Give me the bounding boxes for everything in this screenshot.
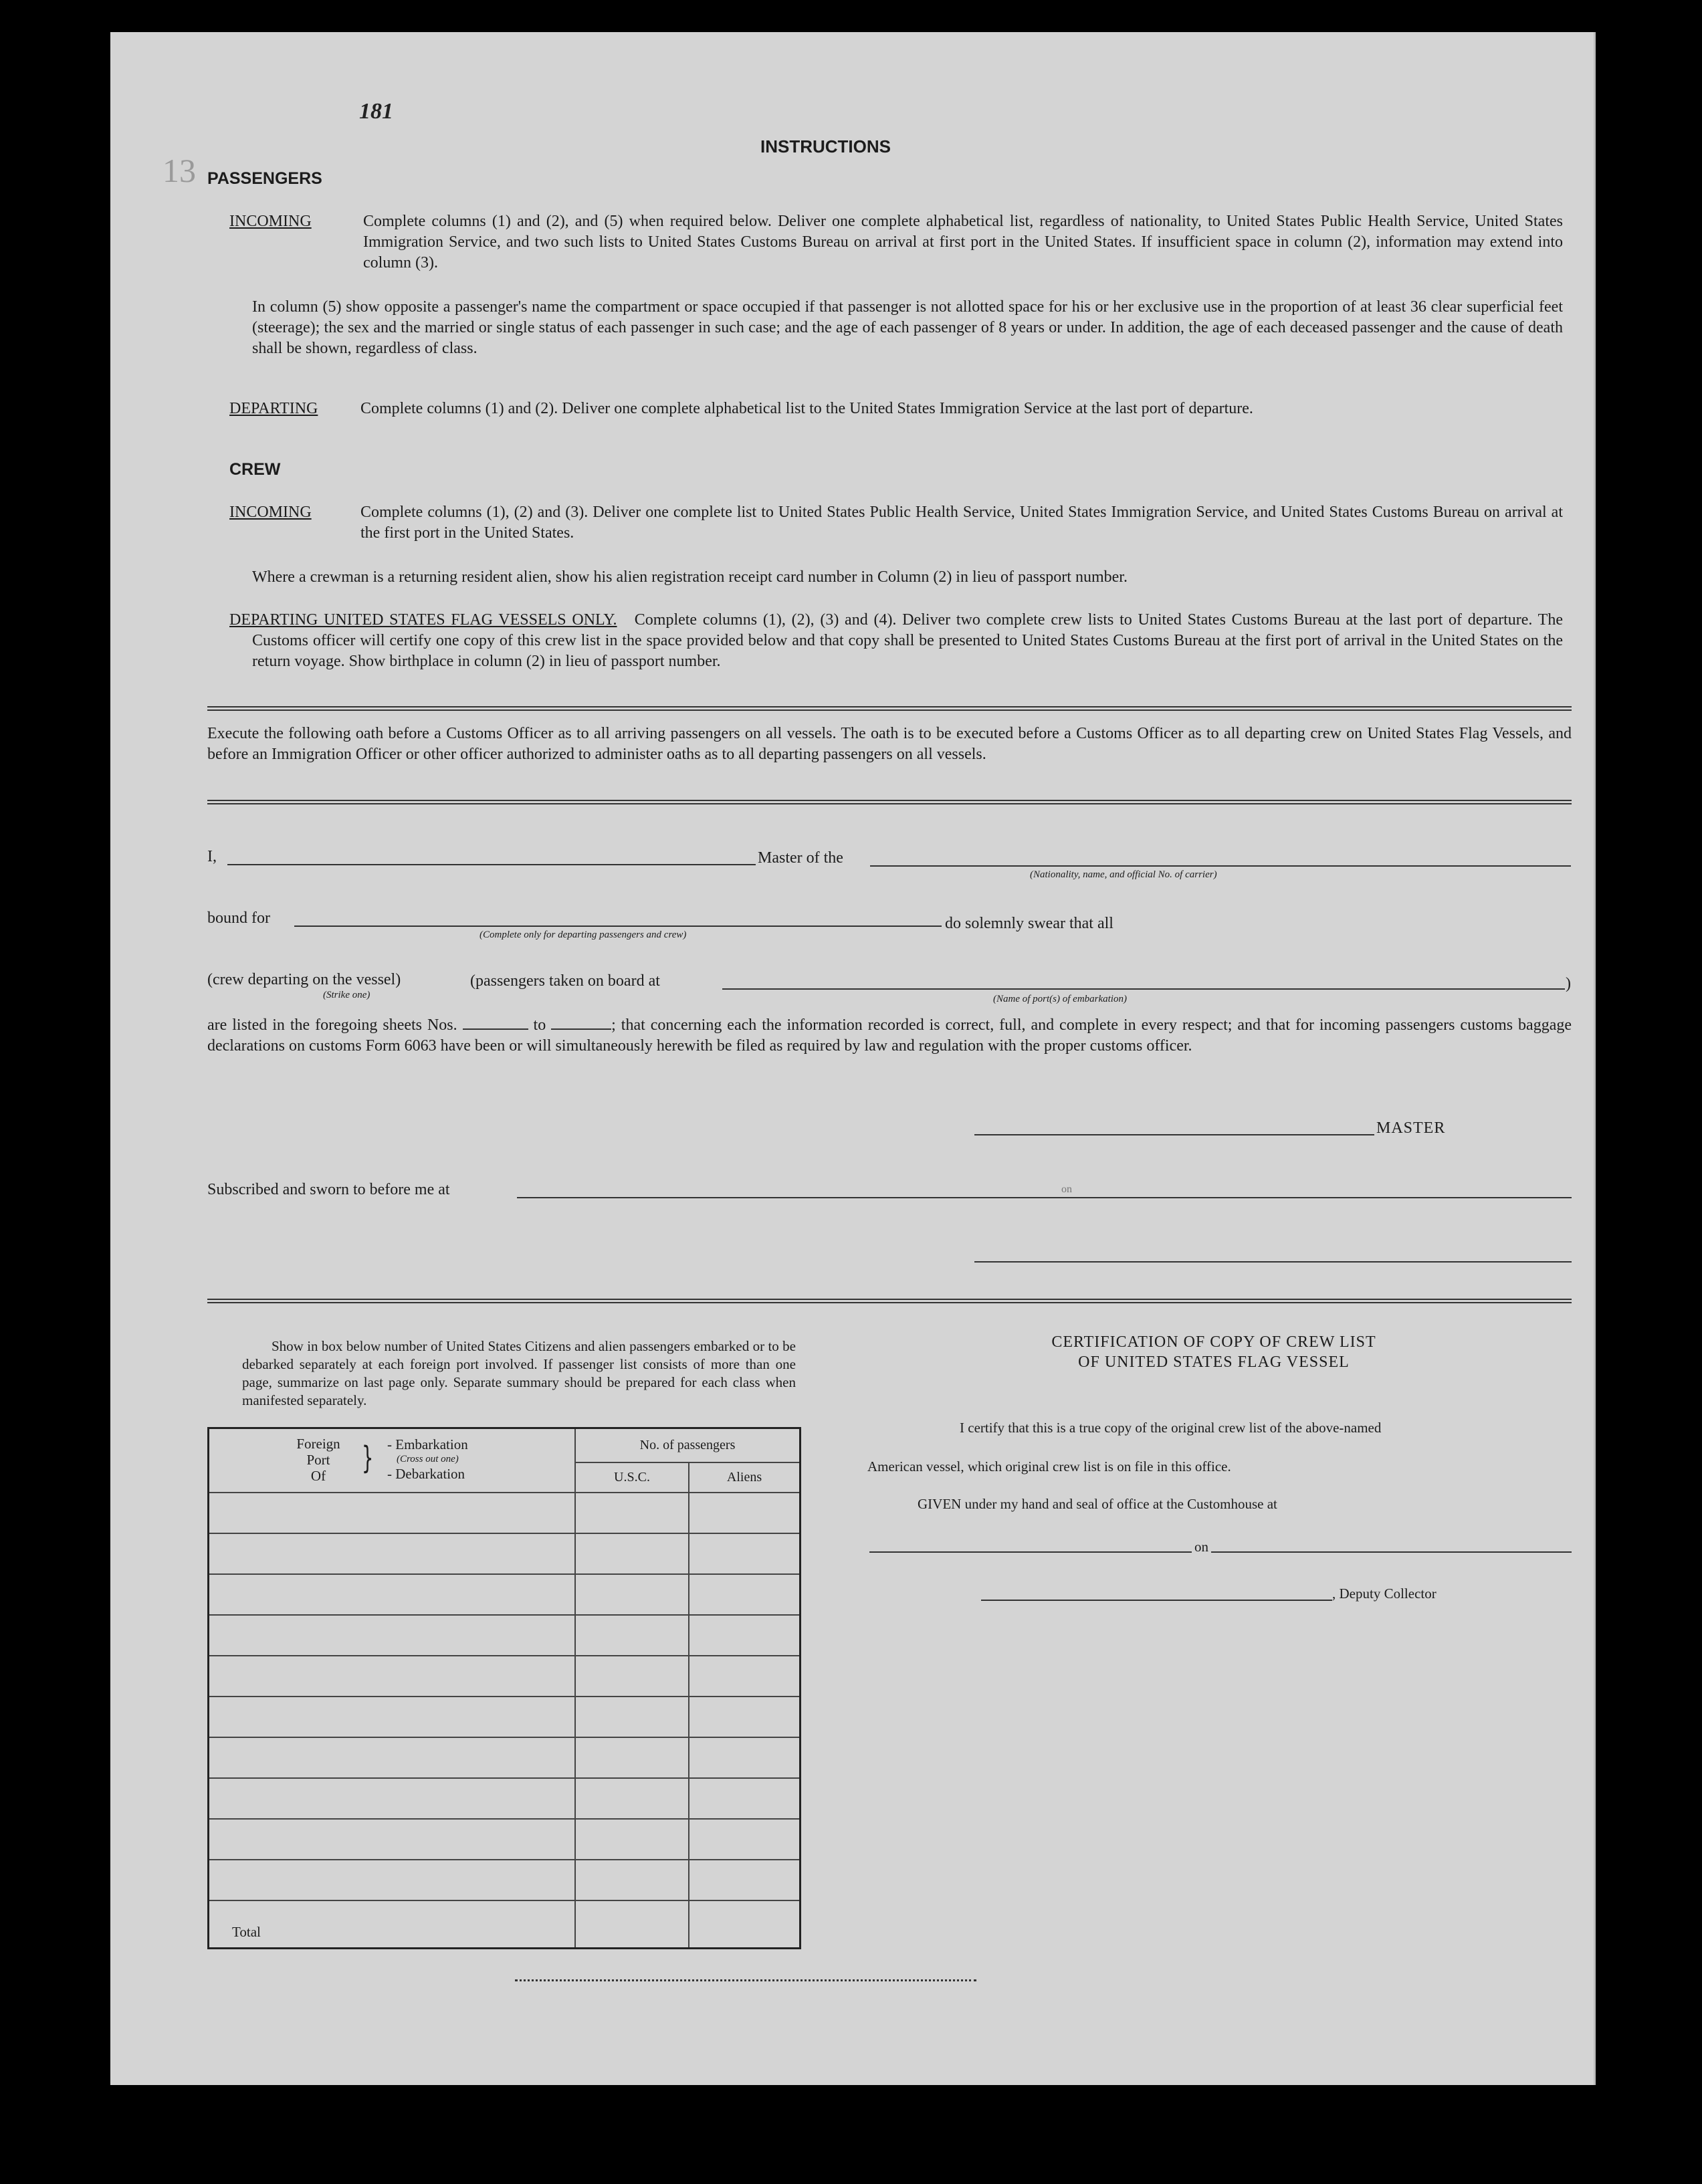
port-cell[interactable] <box>209 1778 576 1819</box>
usc-cell[interactable] <box>575 1574 689 1615</box>
usc-cell[interactable] <box>575 1493 689 1533</box>
document-page <box>110 32 1596 2085</box>
aliens-cell[interactable] <box>689 1819 801 1860</box>
section-divider <box>207 706 1572 711</box>
port-cell[interactable] <box>209 1656 576 1697</box>
foreign-port-header <box>209 1428 576 1493</box>
oath-statement <box>207 1015 1572 1057</box>
usc-cell[interactable] <box>575 1656 689 1697</box>
aliens-cell[interactable] <box>689 1860 801 1900</box>
close-paren: ) <box>1566 975 1571 992</box>
bound-for-line[interactable] <box>294 925 942 927</box>
usc-cell[interactable] <box>575 1778 689 1819</box>
certification-given: GIVEN under my hand and seal of office at the Customhouse at <box>918 1496 1277 1512</box>
of-label: Of <box>310 1468 326 1484</box>
crew-departing-text: Complete columns (1), (2), (3) and (4). Deliver two complete crew lists to United States Customs Bureau at the last port of departure. The Customs officer will certify one copy of this crew list in the space provided below and that copy shall be presented to United States Customs Bureau at the first port of arrival in the United States on the return voyage. Show birthplace in column (2) in lieu of passport number. <box>252 611 1563 670</box>
embarkation-option[interactable]: - Embarkation <box>387 1436 468 1452</box>
subscribed-label: Subscribed and sworn to before me at <box>207 1181 450 1198</box>
passengers-taken-option[interactable]: (passengers taken on board at <box>470 972 660 990</box>
page-title: INSTRUCTIONS <box>760 136 891 156</box>
aliens-cell[interactable] <box>689 1533 801 1574</box>
oath-i-label: I, <box>207 848 217 865</box>
aliens-cell[interactable] <box>689 1574 801 1615</box>
passengers-incoming-paragraph <box>229 211 1563 274</box>
summary-instructions: Show in box below number of United States Citizens and alien passengers embarked or to be debarked separately at each foreign port involved. If passenger list consists of more than one page, summarize on last page only. Separate summary should be prepared for each class when manifested separately. <box>242 1338 796 1408</box>
crew-resident-paragraph: Where a crewman is a returning resident alien, show his alien registration receipt card number in Column (2) in lieu of passport number. <box>252 568 1128 586</box>
foreign-label: Foreign <box>296 1436 340 1452</box>
crew-incoming-label: INCOMING <box>229 504 312 521</box>
customhouse-line[interactable] <box>869 1551 1572 1553</box>
certification-text-2: American vessel, which original crew list is on file in this office. <box>867 1458 1231 1475</box>
port-cell[interactable] <box>209 1574 576 1615</box>
crew-departing-paragraph <box>229 610 1563 672</box>
certification-title-line1: CERTIFICATION OF COPY OF CREW LIST <box>1051 1333 1376 1351</box>
master-signature-line[interactable] <box>974 1134 1374 1135</box>
master-name-line[interactable] <box>227 864 756 865</box>
carrier-line[interactable] <box>870 865 1571 867</box>
passengers-departing-label: DEPARTING <box>229 400 318 417</box>
passengers-heading: PASSENGERS <box>207 169 322 188</box>
crew-incoming-text: Complete columns (1), (2) and (3). Deliver one complete list to United States Public Health Service, United States Immigration Service, and United States Customs Bureau on arrival at the first port in the United States. <box>360 504 1563 542</box>
crew-heading: CREW <box>229 460 281 479</box>
sheets-label: are listed in the foregoing sheets Nos. <box>207 1016 457 1034</box>
subscribed-place-line[interactable] <box>517 1197 1572 1198</box>
oath-statement-text: ; that concerning each the information recorded is correct, full, and complete in every respect; and that for incoming passengers customs baggage declarations on customs Form 6063 have been or will simultaneously herewith be filed as required by law and regulation with the proper customs officer. <box>207 1016 1572 1055</box>
handwritten-page-number: 181 <box>359 99 393 124</box>
port-cell[interactable] <box>209 1615 576 1656</box>
margin-page-number: 13 <box>163 152 196 189</box>
officer-signature-line[interactable] <box>974 1261 1572 1263</box>
certification-title-line2: OF UNITED STATES FLAG VESSEL <box>1078 1353 1350 1371</box>
usc-cell[interactable] <box>575 1615 689 1656</box>
aliens-cell[interactable] <box>689 1737 801 1778</box>
usc-cell[interactable] <box>575 1533 689 1574</box>
crew-departing-option[interactable]: (crew departing on the vessel) <box>207 971 401 988</box>
deputy-collector-label: , Deputy Collector <box>1332 1586 1437 1602</box>
certification-title <box>923 1332 1505 1372</box>
certification-on-label: on <box>1192 1538 1211 1556</box>
port-cell[interactable] <box>209 1819 576 1860</box>
master-of-the-label: Master of the <box>758 849 843 867</box>
to-label: to <box>533 1016 546 1034</box>
crew-incoming-paragraph <box>229 502 1563 544</box>
sheets-from-field[interactable] <box>463 1016 528 1030</box>
aliens-header: Aliens <box>689 1462 801 1493</box>
master-label: MASTER <box>1376 1119 1446 1137</box>
subscribed-on-label: on <box>1061 1184 1072 1195</box>
bound-for-label: bound for <box>207 909 270 927</box>
usc-cell[interactable] <box>575 1860 689 1900</box>
usc-cell[interactable] <box>575 1737 689 1778</box>
no-passengers-header: No. of passengers <box>575 1428 801 1462</box>
carrier-caption: (Nationality, name, and official No. of carrier) <box>1030 869 1217 880</box>
crew-departing-label: DEPARTING UNITED STATES FLAG VESSELS ONLY. <box>229 611 617 629</box>
port-cell[interactable] <box>209 1533 576 1574</box>
oath-instructions: Execute the following oath before a Customs Officer as to all arriving passengers on all vessels. The oath is to be executed before a Customs Officer as to all departing crew on United States Flag Vessels, and before an Immigration Officer or other officer authorized to administer oaths as to all departing passengers on all vessels. <box>207 725 1572 763</box>
swear-label: do solemnly swear that all <box>945 915 1113 932</box>
usc-total-cell[interactable] <box>575 1900 689 1949</box>
port-cell[interactable] <box>209 1697 576 1737</box>
usc-header: U.S.C. <box>575 1462 689 1493</box>
passengers-departing-text: Complete columns (1) and (2). Deliver one complete alphabetical list to the United States Immigration Service at the last port of departure. <box>360 400 1253 417</box>
lower-divider <box>207 1299 1572 1303</box>
brace-icon: } <box>361 1440 374 1476</box>
certification-text-1: I certify that this is a true copy of the original crew list of the above-named <box>960 1420 1382 1436</box>
usc-cell[interactable] <box>575 1819 689 1860</box>
aliens-cell[interactable] <box>689 1656 801 1697</box>
passengers-incoming-label: INCOMING <box>229 213 312 230</box>
strike-one-caption: (Strike one) <box>323 990 370 1000</box>
port-cell[interactable] <box>209 1860 576 1900</box>
dotted-line <box>515 1979 976 1981</box>
passengers-incoming-text: Complete columns (1) and (2), and (5) when required below. Deliver one complete alphabetical list, regardless of nationality, to United States Public Health Service, United States Immigration Service, and two such lists to United States Customs Bureau on arrival at first port in the United States. If insufficient space in column (2), information may extend into column (3). <box>363 213 1563 271</box>
aliens-cell[interactable] <box>689 1615 801 1656</box>
embarkation-port-line[interactable] <box>722 988 1565 990</box>
embarkation-port-caption: (Name of port(s) of embarkation) <box>993 994 1127 1004</box>
total-label: Total <box>209 1900 576 1949</box>
cross-out-caption: (Cross out one) <box>397 1454 459 1464</box>
aliens-cell[interactable] <box>689 1697 801 1737</box>
aliens-cell[interactable] <box>689 1493 801 1533</box>
passengers-departing-paragraph <box>229 399 1563 419</box>
oath-divider <box>207 800 1572 804</box>
port-cell[interactable] <box>209 1493 576 1533</box>
port-label: Port <box>306 1452 330 1468</box>
debarkation-option[interactable]: - Debarkation <box>387 1466 465 1482</box>
port-cell[interactable] <box>209 1737 576 1778</box>
passengers-column5-paragraph: In column (5) show opposite a passenger's name the compartment or space occupied if that passenger is not allotted space for his or her exclusive use in the proportion of at least 36 clear superficial feet (steerage); the sex and the married or single status of each passenger in such case; and the age of each passenger of 8 years or under. In addition, the age of each deceased passenger and the cause of death shall be shown, regardless of class. <box>252 298 1563 357</box>
sheets-to-field[interactable] <box>551 1016 611 1030</box>
aliens-cell[interactable] <box>689 1778 801 1819</box>
bound-for-caption: (Complete only for departing passengers and crew) <box>480 930 687 940</box>
deputy-signature-line[interactable] <box>981 1600 1332 1601</box>
aliens-total-cell[interactable] <box>689 1900 801 1949</box>
usc-cell[interactable] <box>575 1697 689 1737</box>
passenger-summary-table <box>207 1427 801 1949</box>
